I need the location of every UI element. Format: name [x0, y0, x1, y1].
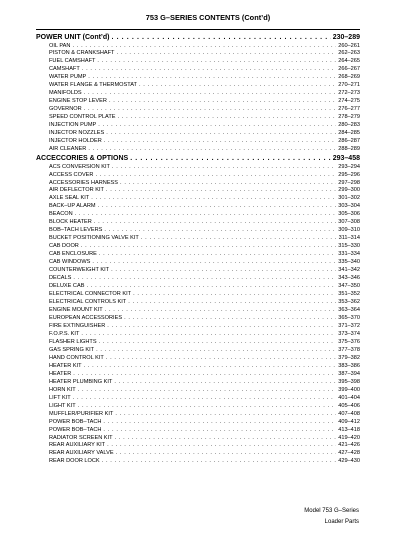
toc-entry[interactable] [36, 235, 360, 243]
entry-label: HAND CONTROL KIT [49, 354, 104, 361]
entry-pages: 419–420 [338, 434, 360, 441]
entry-label: FLASHER LIGHTS [49, 338, 97, 345]
toc-entry[interactable] [36, 411, 360, 419]
dot-leader [75, 211, 337, 219]
toc-section[interactable] [36, 154, 360, 164]
entry-label: INJECTION PUMP [49, 122, 97, 129]
toc-entry[interactable] [36, 379, 360, 387]
entry-label: CAMSHAFT [49, 66, 80, 73]
entry-pages: 272–273 [338, 90, 360, 97]
toc-entry[interactable] [36, 243, 360, 251]
toc-entry[interactable] [36, 339, 360, 347]
toc-entry[interactable] [36, 90, 360, 98]
dot-leader [88, 146, 336, 154]
toc-entry[interactable] [36, 138, 360, 146]
entry-label: ACS CONVERSION KIT [49, 163, 110, 170]
toc-entry[interactable] [36, 58, 360, 66]
section-pages: 230–289 [332, 34, 360, 41]
dot-leader [112, 164, 336, 172]
dot-leader [105, 307, 337, 315]
dot-leader [73, 395, 337, 403]
entry-label: CAB ENCLOSURE [49, 251, 97, 258]
toc-entry[interactable] [36, 219, 360, 227]
dot-leader [116, 450, 337, 458]
dot-leader [92, 259, 336, 267]
entry-pages: 341–342 [338, 267, 360, 274]
entry-label: AIR DEFLECTOR KIT [49, 187, 104, 194]
entry-label: REAR AUXILIARY VALVE [49, 450, 114, 457]
dot-leader [141, 235, 337, 243]
toc-entry[interactable] [36, 419, 360, 427]
toc-entry[interactable] [36, 363, 360, 371]
toc-entry[interactable] [36, 66, 360, 74]
toc-entry[interactable] [36, 195, 360, 203]
toc-entry[interactable] [36, 203, 360, 211]
dot-leader [103, 419, 336, 427]
toc-entry[interactable] [36, 172, 360, 180]
entry-label: INJECTOR NOZZLES [49, 130, 105, 137]
entry-label: PISTON & CRANKSHAFT [49, 50, 115, 57]
toc-entry[interactable] [36, 180, 360, 188]
dot-leader [133, 291, 336, 299]
entry-pages: 347–350 [338, 283, 360, 290]
dot-leader [116, 50, 336, 58]
section-title: POWER UNIT (Cont’d) [36, 34, 110, 41]
entry-label: GOVERNOR [49, 106, 82, 113]
toc-entry[interactable] [36, 164, 360, 172]
entry-pages: 276–277 [338, 106, 360, 113]
entry-pages: 280–283 [338, 122, 360, 129]
section-pages: 293–458 [332, 155, 360, 163]
dot-leader [118, 114, 337, 122]
dot-leader [120, 180, 336, 188]
dot-leader [95, 172, 336, 180]
dot-leader [112, 33, 331, 43]
dot-leader [107, 323, 336, 331]
toc-entry[interactable] [36, 291, 360, 299]
entry-pages: 288–289 [338, 146, 360, 153]
entry-label: WATER FLANGE & THERMOSTAT [49, 82, 137, 89]
toc-entry[interactable] [36, 114, 360, 122]
entry-label: AXLE SEAL KIT [49, 195, 90, 202]
dot-leader [103, 427, 336, 435]
dot-leader [86, 283, 336, 291]
toc-entry[interactable] [36, 315, 360, 323]
table-of-contents [36, 33, 360, 466]
entry-label: ACCESS COVER [49, 171, 94, 178]
toc-entry[interactable] [36, 82, 360, 90]
dot-leader [97, 58, 336, 66]
toc-entry[interactable] [36, 450, 360, 458]
toc-entry[interactable] [36, 435, 360, 443]
toc-entry[interactable] [36, 211, 360, 219]
entry-label: F.O.P.S. KIT [49, 330, 80, 337]
entry-pages: 379–382 [338, 354, 360, 361]
entry-label: ELECTRICAL CONTROLS KIT [49, 299, 127, 306]
entry-label: HORN KIT [49, 386, 76, 393]
toc-entry[interactable] [36, 227, 360, 235]
toc-entry[interactable] [36, 259, 360, 267]
entry-pages: 371–372 [338, 322, 360, 329]
entry-label: AIR CLEANER [49, 146, 87, 153]
entry-label: WATER PUMP [49, 74, 87, 81]
entry-label: BLOCK HEATER [49, 219, 92, 226]
entry-label: HEATER [49, 370, 72, 377]
dot-leader [104, 138, 336, 146]
entry-pages: 315–330 [338, 243, 360, 250]
toc-entry[interactable] [36, 122, 360, 130]
section-title: ACCECCORIES & OPTIONS [36, 155, 129, 163]
toc-entry[interactable] [36, 187, 360, 195]
toc-entry[interactable] [36, 299, 360, 307]
toc-entry[interactable] [36, 387, 360, 395]
dot-leader [81, 243, 336, 251]
dot-leader [91, 195, 336, 203]
toc-entry[interactable] [36, 146, 360, 154]
dot-leader [139, 82, 336, 90]
entry-pages: 278–279 [338, 114, 360, 121]
entry-pages: 307–308 [338, 219, 360, 226]
entry-pages: 286–287 [338, 138, 360, 145]
entry-pages: 363–364 [338, 307, 360, 313]
dot-leader [84, 363, 337, 371]
dot-leader [124, 315, 336, 323]
page-title: 753 G–SERIES CONTENTS (Cont’d) [145, 13, 271, 22]
toc-entry[interactable] [36, 403, 360, 411]
entry-label: POWER BOB–TACH [49, 418, 102, 425]
entry-label: ELECTRICAL CONNECTOR KIT [49, 291, 132, 298]
toc-entry[interactable] [36, 347, 360, 355]
toc-entry[interactable] [36, 283, 360, 291]
entry-label: GAS SPRING KIT [49, 346, 95, 353]
entry-pages: 421–426 [338, 442, 360, 449]
toc-entry[interactable] [36, 442, 360, 450]
entry-label: CAB WINDOWS [49, 259, 91, 266]
dot-leader [106, 187, 336, 195]
entry-label: INJECTOR HOLDER [49, 138, 102, 145]
entry-pages: 409–412 [338, 418, 360, 425]
dot-leader [78, 403, 337, 411]
entry-pages: 405–406 [338, 402, 360, 409]
entry-pages: 260–261 [338, 42, 360, 49]
toc-entry[interactable] [36, 371, 360, 379]
dot-leader [84, 90, 337, 98]
entry-pages: 383–386 [338, 362, 360, 369]
entry-pages: 311–314 [338, 235, 360, 242]
dot-leader [94, 219, 336, 227]
entry-pages: 353–362 [338, 299, 360, 306]
title-rule [36, 29, 360, 30]
toc-entry[interactable] [36, 331, 360, 339]
entry-pages: 343–346 [338, 275, 360, 282]
entry-pages: 270–271 [338, 82, 360, 89]
footer-subtitle: Loader Parts [324, 519, 359, 525]
dot-leader [111, 267, 336, 275]
entry-label: FIRE EXTINGUISHER [49, 322, 106, 329]
entry-label: ENGINE STOP LEVER [49, 98, 107, 105]
entry-pages: 284–285 [338, 130, 360, 137]
entry-label: LIGHT KIT [49, 402, 76, 409]
entry-label: ACCESSORIES HARNESS [49, 179, 119, 186]
entry-pages: 387–394 [338, 370, 360, 377]
dot-leader [98, 203, 337, 211]
entry-label: SPEED CONTROL PLATE [49, 114, 116, 121]
dot-leader [104, 227, 336, 235]
entry-pages: 274–275 [338, 98, 360, 105]
entry-pages: 299–300 [338, 187, 360, 194]
dot-leader [102, 458, 337, 466]
entry-label: BEACON [49, 211, 73, 218]
dot-leader [115, 411, 336, 419]
toc-section[interactable] [36, 33, 360, 43]
entry-pages: 373–374 [338, 330, 360, 337]
entry-pages: 351–352 [338, 291, 360, 298]
entry-pages: 297–298 [338, 179, 360, 186]
entry-label: RADIATOR SCREEN KIT [49, 434, 113, 441]
toc-entry[interactable] [36, 106, 360, 114]
dot-leader [81, 331, 336, 339]
entry-pages: 399–400 [338, 386, 360, 393]
dot-leader [96, 347, 336, 355]
entry-pages: 303–304 [338, 203, 360, 210]
dot-leader [72, 43, 336, 51]
entry-pages: 375–376 [338, 338, 360, 345]
entry-label: LIFT KIT [49, 394, 71, 401]
dot-leader [114, 379, 336, 387]
dot-leader [98, 122, 336, 130]
entry-pages: 266–267 [338, 66, 360, 73]
entry-pages: 407–408 [338, 410, 360, 417]
toc-entry[interactable] [36, 267, 360, 275]
entry-label: BUCKET POSITIONING VALVE KIT [49, 235, 139, 242]
dot-leader [73, 371, 336, 379]
dot-leader [128, 299, 336, 307]
toc-entry[interactable] [36, 395, 360, 403]
entry-pages: 268–269 [338, 74, 360, 81]
toc-entry[interactable] [36, 323, 360, 331]
entry-pages: 293–294 [338, 163, 360, 170]
toc-entry[interactable] [36, 43, 360, 51]
dot-leader [99, 251, 336, 259]
entry-pages: 401–404 [338, 394, 360, 401]
entry-label: REAR AUXILIARY KIT [49, 442, 106, 449]
dot-leader [78, 387, 336, 395]
entry-label: BOB–TACH LEVERS [49, 227, 103, 234]
entry-label: OIL PAN [49, 42, 71, 49]
toc-entry[interactable] [36, 427, 360, 435]
entry-label: FUEL CAMSHAFT [49, 58, 96, 65]
entry-pages: 377–378 [338, 346, 360, 353]
toc-entry[interactable] [36, 355, 360, 363]
entry-label: HEATER KIT [49, 362, 82, 369]
entry-label: MANIFOLDS [49, 90, 82, 97]
dot-leader [84, 106, 337, 114]
entry-label: DECALS [49, 275, 72, 282]
entry-label: ENGINE MOUNT KIT [49, 307, 103, 313]
dot-leader [99, 339, 337, 347]
entry-label: COUNTERWEIGHT KIT [49, 267, 110, 274]
toc-entry[interactable] [36, 275, 360, 283]
entry-pages: 295–296 [338, 171, 360, 178]
entry-pages: 335–340 [338, 259, 360, 266]
entry-pages: 413–418 [338, 426, 360, 433]
toc-entry[interactable] [36, 251, 360, 259]
entry-pages: 331–334 [338, 251, 360, 258]
toc-entry[interactable] [36, 130, 360, 138]
toc-entry[interactable] [36, 98, 360, 106]
entry-pages: 427–428 [338, 450, 360, 457]
entry-label: MUFFLER/PURIFIER KIT [49, 410, 114, 417]
entry-pages: 429–430 [338, 458, 360, 465]
toc-entry[interactable] [36, 74, 360, 82]
dot-leader [88, 74, 336, 82]
toc-entry[interactable] [36, 307, 360, 315]
entry-label: POWER BOB–TACH [49, 426, 102, 433]
entry-label: BACK–UP ALARM [49, 203, 96, 210]
dot-leader [109, 98, 336, 106]
dot-leader [115, 435, 337, 443]
dot-leader [82, 66, 336, 74]
page-footer [304, 506, 359, 528]
dot-leader [73, 275, 336, 283]
entry-label: CAB DOOR [49, 243, 79, 250]
entry-pages: 301–302 [338, 195, 360, 202]
entry-label: HEATER PLUMBING KIT [49, 378, 113, 385]
dot-leader [106, 355, 336, 363]
entry-label: EUROPEAN ACCESSORIES [49, 314, 123, 321]
entry-pages: 395–398 [338, 378, 360, 385]
footer-model: Model 753 G–Series [304, 508, 359, 514]
entry-label: REAR DOOR LOCK [49, 458, 100, 465]
entry-pages: 365–370 [338, 314, 360, 321]
toc-entry[interactable] [36, 458, 360, 466]
toc-entry[interactable] [36, 50, 360, 58]
dot-leader [106, 130, 336, 138]
entry-pages: 262–263 [338, 50, 360, 57]
entry-pages: 309–310 [338, 227, 360, 234]
entry-pages: 264–265 [338, 58, 360, 65]
dot-leader [130, 154, 331, 164]
entry-label: DELUXE CAB [49, 283, 85, 290]
entry-pages: 305–306 [338, 211, 360, 218]
dot-leader [107, 442, 336, 450]
